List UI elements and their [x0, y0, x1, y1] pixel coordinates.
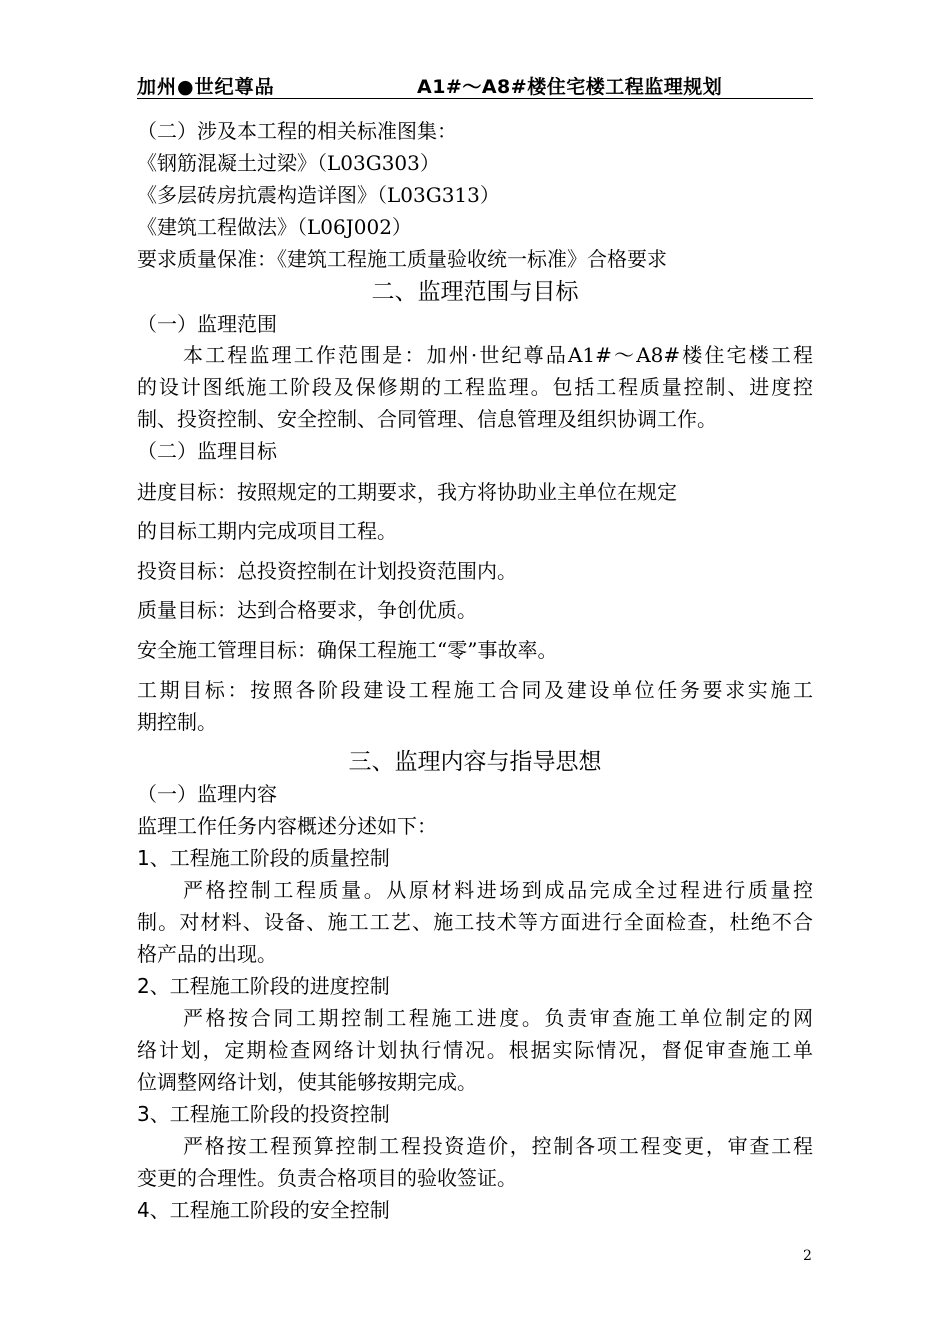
item-1-line-3: 格产品的出现。 [137, 942, 277, 966]
item-2-line-1: 严格按合同工期控制工程施工进度。负责审查施工单位制定的网 [183, 1006, 813, 1030]
goal-safety-label: 安全施工管理目标： [137, 638, 317, 662]
goal-investment-label: 投资目标： [137, 559, 237, 583]
atlas-item-3: 《建筑工程做法》（L06J002） [137, 215, 412, 239]
scope-line-1: 本工程监理工作范围是：加州·世纪尊品A1#～A8#楼住宅楼工程 [183, 343, 813, 367]
item-3-line-2: 变更的合理性。负责合格项目的验收签证。 [137, 1166, 517, 1190]
item-1-line-1: 严格控制工程质量。从原材料进场到成品完成全过程进行质量控 [183, 878, 813, 902]
atlas-item-1: 《钢筋混凝土过梁》（L03G303） [137, 151, 440, 175]
goal-safety-text: 确保工程施工“零”事故率。 [317, 638, 558, 662]
goal-safety [137, 637, 557, 663]
goal-progress-label: 进度目标： [137, 480, 237, 504]
header-project-name: 加州●世纪尊品 [137, 76, 275, 98]
goal-quality [137, 597, 477, 623]
goal-schedule [137, 677, 813, 703]
item-3-line-1: 严格按工程预算控制工程投资造价，控制各项工程变更，审查工程 [183, 1134, 813, 1158]
atlas-item-2: 《多层砖房抗震构造详图》（L03G313） [137, 183, 500, 207]
goal-quality-text: 达到合格要求，争创优质。 [237, 598, 477, 622]
goal-schedule-continued: 期控制。 [137, 710, 217, 734]
header-document-title: A1#～A8#楼住宅楼工程监理规划 [417, 76, 723, 98]
item-1-heading: 1、工程施工阶段的质量控制 [137, 846, 390, 870]
page-number: 2 [803, 1248, 812, 1264]
content-intro: 监理工作任务内容概述分述如下： [137, 814, 437, 838]
item-1-line-2: 制。对材料、设备、施工工艺、施工技术等方面进行全面检查，杜绝不合 [137, 910, 813, 934]
scope-subheading: （一）监理范围 [137, 312, 277, 336]
scope-line-3: 制、投资控制、安全控制、合同管理、信息管理及组织协调工作。 [137, 407, 717, 431]
item-2-heading: 2、工程施工阶段的进度控制 [137, 974, 390, 998]
item-3-heading: 3、工程施工阶段的投资控制 [137, 1102, 390, 1126]
page-header [137, 68, 813, 99]
goal-investment [137, 558, 517, 584]
goals-subheading: （二）监理目标 [137, 439, 277, 463]
quality-standard-line: 要求质量保准：《建筑工程施工质量验收统一标准》合格要求 [137, 247, 667, 271]
atlas-subheading: （二）涉及本工程的相关标准图集： [137, 119, 457, 143]
content-subheading: （一）监理内容 [137, 782, 277, 806]
goal-progress-continued: 的目标工期内完成项目工程。 [137, 519, 397, 543]
goal-schedule-text: 按照各阶段建设工程施工合同及建设单位任务要求实施工 [250, 678, 814, 702]
item-2-line-2: 络计划，定期检查网络计划执行情况。根据实际情况，督促审查施工单 [137, 1038, 813, 1062]
goal-investment-text: 总投资控制在计划投资范围内。 [237, 559, 517, 583]
section-3-title: 三、监理内容与指导思想 [348, 749, 602, 775]
goal-quality-label: 质量目标： [137, 598, 237, 622]
goal-schedule-label: 工期目标： [137, 678, 251, 702]
item-4-heading: 4、工程施工阶段的安全控制 [137, 1198, 390, 1222]
item-2-line-3: 位调整网络计划，使其能够按期完成。 [137, 1070, 477, 1094]
goal-progress [137, 479, 677, 505]
goal-progress-text: 按照规定的工期要求，我方将协助业主单位在规定 [237, 480, 677, 504]
scope-line-2: 的设计图纸施工阶段及保修期的工程监理。包括工程质量控制、进度控 [137, 375, 813, 399]
section-2-title: 二、监理范围与目标 [371, 279, 579, 305]
